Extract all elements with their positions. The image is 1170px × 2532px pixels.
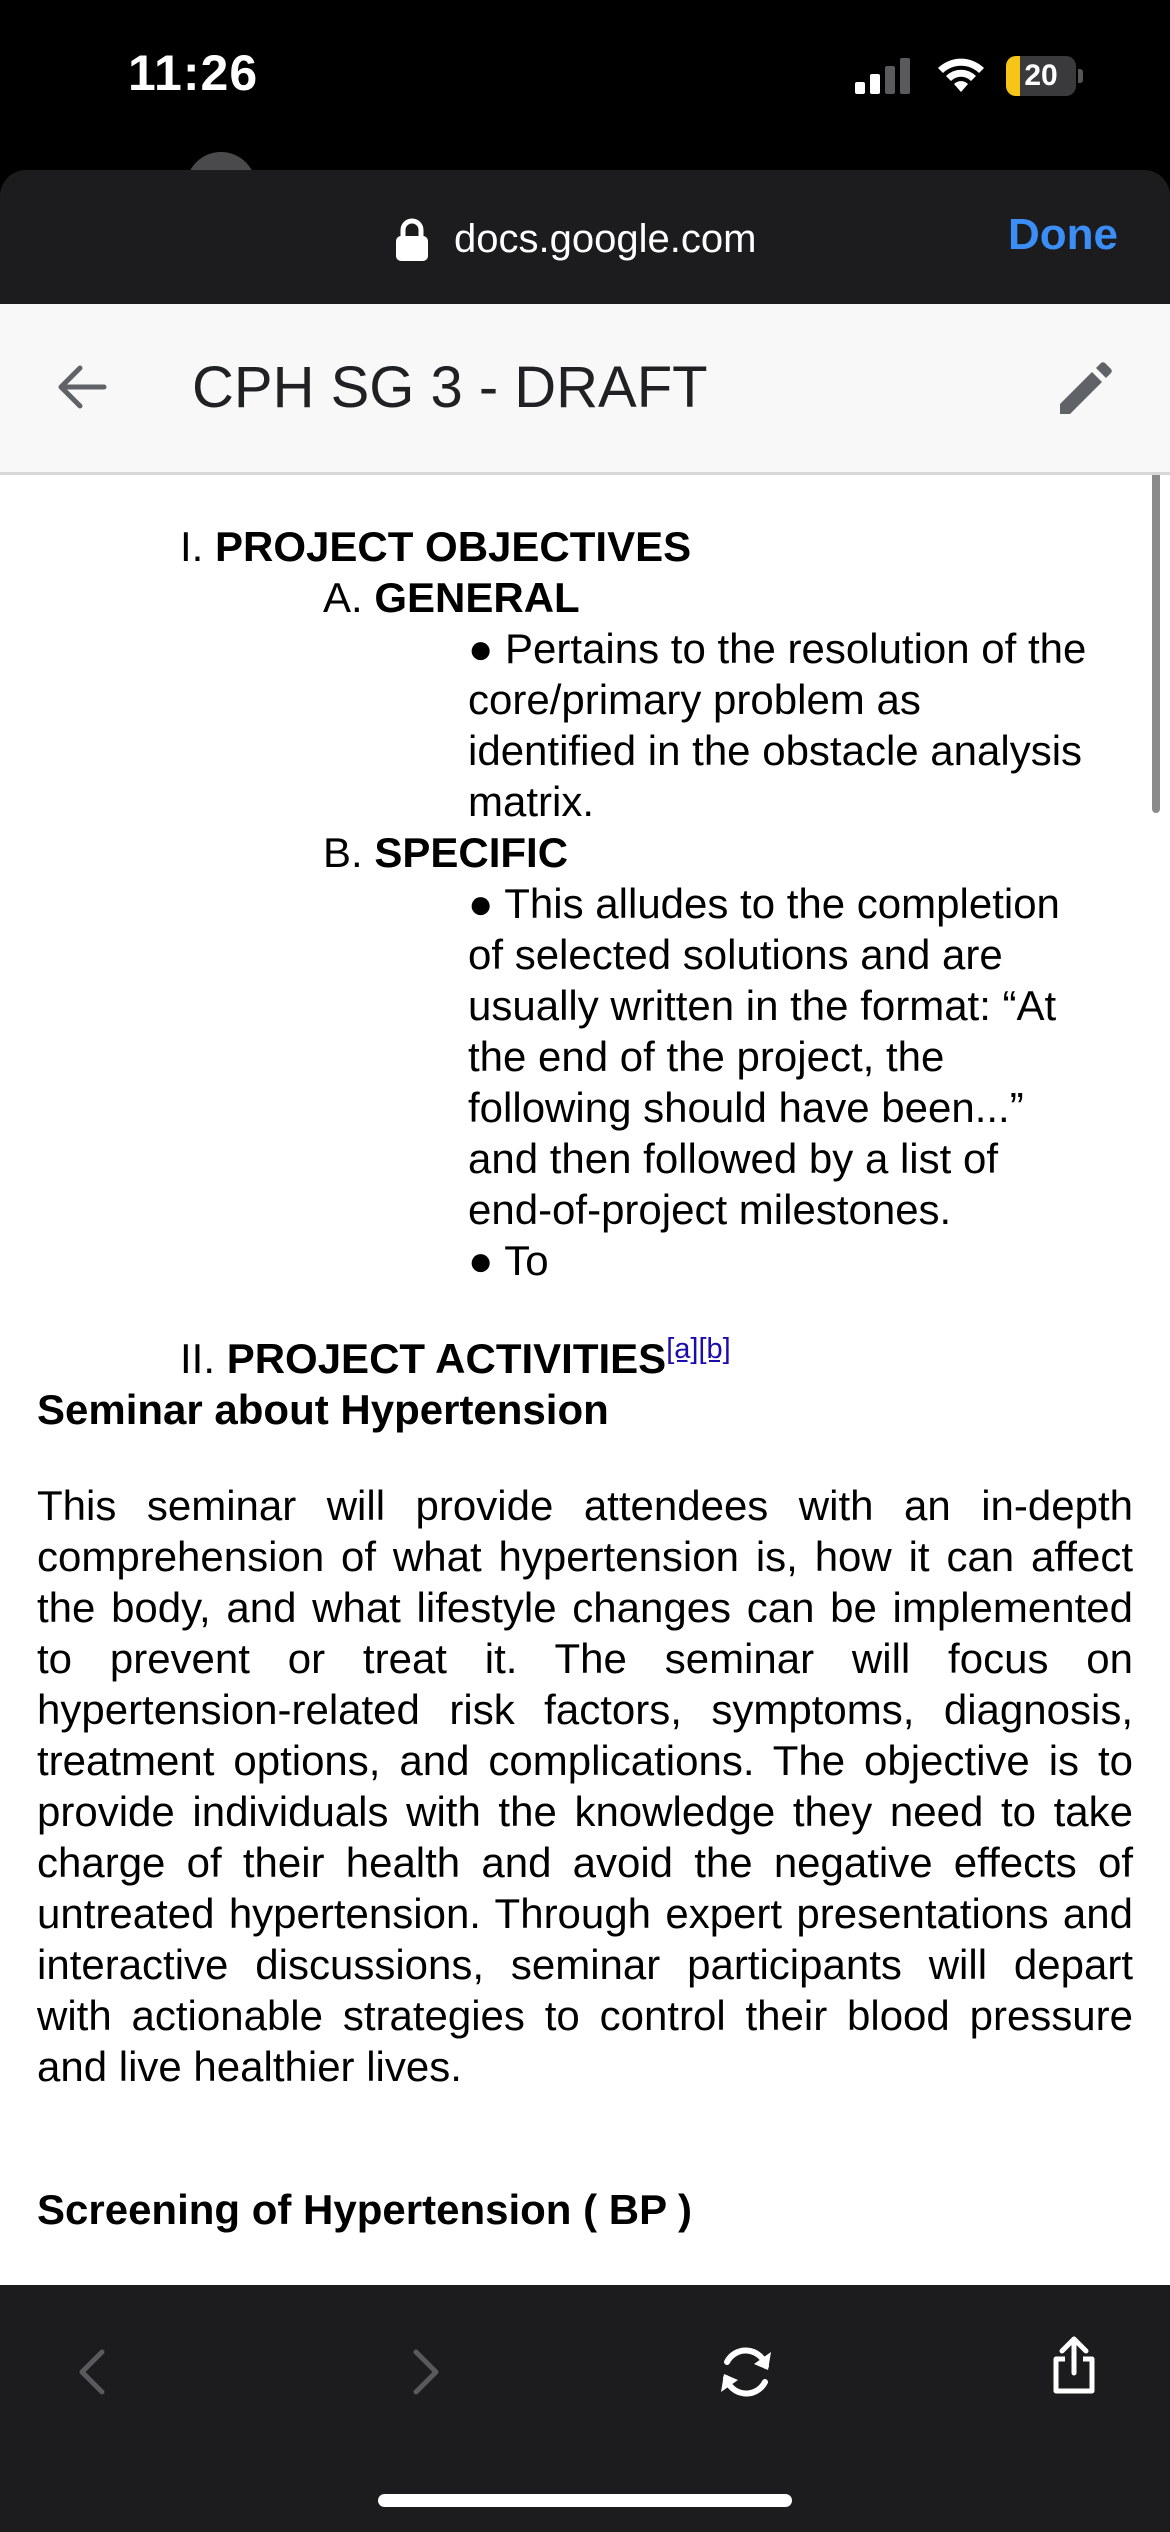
- battery-level: 20: [1024, 59, 1058, 92]
- browser-sheet-header: [0, 170, 1170, 304]
- comment-link-b[interactable]: [b]: [698, 1333, 731, 1365]
- url-display[interactable]: [394, 214, 756, 264]
- done-button[interactable]: Done: [1008, 210, 1118, 259]
- share-icon[interactable]: [1044, 2335, 1104, 2395]
- bullet-line: ● Pertains to the resolution of the: [468, 625, 1087, 672]
- bullet-line: usually written in the format: “At: [468, 982, 1057, 1029]
- document-body[interactable]: [0, 475, 1170, 2285]
- url-text: docs.google.com: [454, 216, 757, 261]
- comment-link-a[interactable]: [a]: [666, 1333, 699, 1365]
- section-1-heading: I. PROJECT OBJECTIVES: [180, 523, 692, 570]
- bullet-line: following should have been...”: [468, 1084, 1024, 1131]
- status-time: 11:26: [128, 45, 259, 101]
- chevron-right-icon[interactable]: [394, 2342, 454, 2402]
- refresh-icon[interactable]: [716, 2342, 776, 2402]
- home-indicator[interactable]: [378, 2494, 792, 2507]
- docs-header: [0, 304, 1170, 475]
- cellular-signal-icon: [855, 58, 911, 94]
- activity-heading: Seminar about Hypertension: [37, 1386, 609, 1433]
- document-title: CPH SG 3 - DRAFT: [192, 355, 708, 420]
- bullet-line: core/primary problem as: [468, 676, 921, 723]
- bullet-line: of selected solutions and are: [468, 931, 1003, 978]
- back-arrow-icon[interactable]: [52, 358, 110, 416]
- wifi-icon: [936, 54, 986, 94]
- battery-indicator: [1006, 56, 1084, 96]
- status-bar: [0, 0, 1170, 170]
- bullet-line: matrix.: [468, 778, 594, 825]
- chevron-left-icon[interactable]: [64, 2342, 124, 2402]
- bullet-line: end-of-project milestones.: [468, 1186, 952, 1233]
- bullet-line: the end of the project, the: [468, 1033, 945, 1080]
- activity-heading-2: Screening of Hypertension ( BP ): [37, 2186, 692, 2233]
- subsection-a-heading: A. GENERAL: [323, 574, 580, 621]
- activity-paragraph: This seminar will provide attendees with an in-depth comprehension of what hypertension is, how it can affect the body, and what lifestyle changes can be implemented to prevent or treat it. The seminar will focus on hypertension-related risk factors, symptoms, diagnosis, treatment options, and complications. The objective is to provide individuals with the knowledge they need to take charge of their health and avoid the negative effects of untreated hypertension. Through expert presentations and interactive discussions, seminar participants will depart with actionable strategies to control their blood pressure and live healthier lives.: [37, 1482, 1133, 2090]
- section-2-heading: II. PROJECT ACTIVITIES[a][b]: [180, 1333, 731, 1382]
- subsection-b-heading: B. SPECIFIC: [323, 829, 569, 876]
- bullet-line: ● This alludes to the completion: [468, 880, 1060, 927]
- bullet-line: and then followed by a list of: [468, 1135, 999, 1182]
- scrollbar[interactable]: [1152, 475, 1160, 813]
- lock-icon: [394, 217, 430, 261]
- bullet-line: ● To: [468, 1237, 549, 1284]
- edit-pencil-icon[interactable]: [1054, 360, 1114, 420]
- bullet-line: identified in the obstacle analysis: [468, 727, 1083, 774]
